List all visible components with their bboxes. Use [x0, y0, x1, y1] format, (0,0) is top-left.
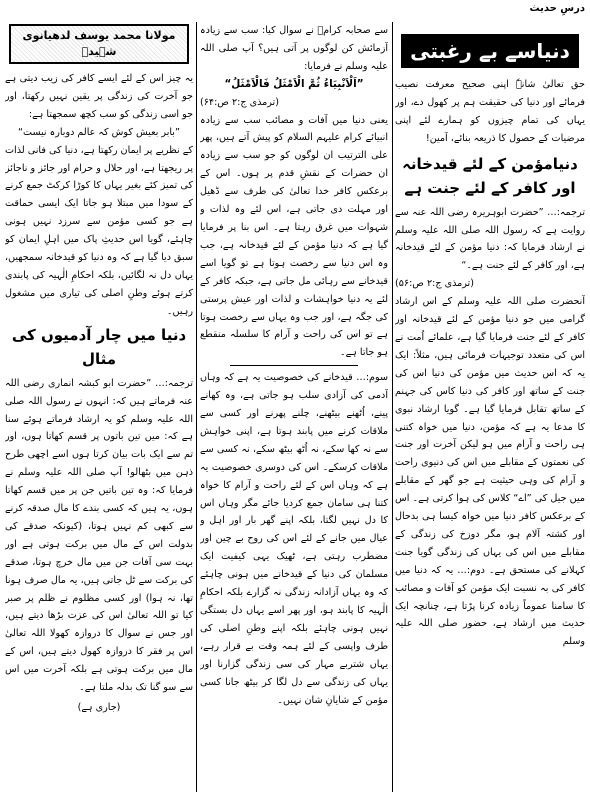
- article-title: دنیاسے بے رغبتی: [401, 34, 579, 68]
- body-paragraph: سے صحابہ کرامؓ نے سوال کیا: سب سے زیادہ آزمائش کن لوگوں پر آتی ہیں؟ آپ صلی اللہ علیہ وسلم نے فرمایا:: [200, 25, 388, 72]
- arabic-reference: (ترمذی ج:۲ ص:۶۴): [200, 96, 279, 108]
- column-middle: [200, 22, 388, 792]
- column-divider: [196, 22, 197, 792]
- hadith-translation: ترجمہ:… ”حضرت ابو کبشہ انماری رضی اللہ عنہ فرماتے ہیں کہ: انہوں نے رسول اللہ صلی اللہ علیہ وسلم کو یہ ارشاد فرماتے ہوئے سنا ہے کہ: میں تین باتوں پر قسم کھاتا ہوں، اور تم سے ایک بات بیان کرتا ہوں اسے اچھی طرح ذہن میں بٹھالو! آپ صلی اللہ علیہ وسلم نے فرمایا کہ: وہ تین باتیں جن پر میں قسم کھاتا ہوں، یہ ہیں کہ کسی بندے کا مال صدقہ کرنے سے کبھی کم نہیں ہوتا، (کیونکہ صدقے کی بدولت اس کے مال میں برکت ہوتی ہے اور بہت سی آفات جن میں مال خرچ ہوتا، صدقے کی برکت سے ٹل جاتی ہیں، یہ مال صرف ہونا تھا، نہ ہوا) اور کسی مظلوم نے ظلم پر صبر کیا تو اللہ تعالیٰ اس کی عزت بڑھا دیتے ہیں، اور جس نے سوال کا دروازہ کھولا اللہ تعالیٰ اس پر فقر کا دروازہ کھول دیتے ہیں، اس کے مال میں برکت ہوتی ہے بلکہ آخرت میں اس سے سو گنا تک بدلہ ملتا ہے۔: [5, 377, 193, 694]
- hadith-translation: ترجمہ:… ”حضرت ابوہریرہ رضی اللہ عنہ سے روایت ہے کہ رسول اللہ صلی اللہ علیہ وسلم نے ارشاد فرمایا کہ: دنیا مؤمن کے لئے قیدخانہ ہے، اور کافر کے لئے جنت ہے۔“: [395, 206, 585, 272]
- hadith-reference: (ترمذی ج:۲ ص:۵۶): [395, 278, 474, 290]
- column-right: [395, 22, 585, 792]
- author-byline: مولانا محمد یوسف لدھیانوی شہیدؒ: [9, 24, 189, 64]
- persian-couplet: ”بابر بعیش کوش کہ عالم دوبارہ نیست“: [18, 126, 180, 138]
- column-left: [5, 22, 193, 792]
- body-paragraph: کے نظریے پر ایمان رکھتا ہے، دنیا کی فانی لذات پر ریجھتا ہے، اور حلال و حرام اور جائز و ناجائز کی تمیز کئے بغیر یہاں کا کوڑا کرکٹ جمع کرنے کے سودا میں مبتلا ہو جاتا ایک ایسی حماقت ہے جو کسی مؤمن سے سرزد نہیں ہونی چاہئے، گویا اس حدیثِ پاک میں اہلِ ایمان کو سبق دیا گیا ہے کہ وہ دنیا کو قیدخانہ سمجھیں، یہاں دل نہ لگائیں، بلکہ احکامِ الٰہیہ کی پابندی کرتے ہوئے وطنِ اصلی کی تیاری میں مشغول رہیں۔: [5, 144, 193, 317]
- continued-label: (جاری ہے): [77, 702, 121, 713]
- section-heading: دنیامؤمن کے لئے قیدخانہ اور کافر کے لئے جنت ہے: [402, 154, 578, 197]
- divider: [230, 365, 358, 366]
- column-divider: [392, 22, 393, 792]
- section-heading: دنیا میں چار آدمیوں کی مثال: [11, 325, 187, 368]
- body-paragraph: آنحضرت صلی اللہ علیہ وسلم کے اس ارشاد گرامی میں جو دنیا مؤمن کے لئے قیدخانہ اور کافر کے لئے جنت فرمایا گیا ہے، علمائے اُمت نے اس کی متعدد توجیہات فرمائی ہیں، مثلاً: ایک یہ کہ اس حدیث میں مؤمن کی دنیا اس کی جنت کے ساتھ اور کافر کی دنیا کاس کی جہنم کے ساتھ تقابل فرمایا گیا ہے۔ گویا ارشاد نبوی کا مدعا یہ ہے کہ مؤمن، دنیا میں خواہ کتنی ہی راحت و آرام میں ہو لیکن آخرت اور جنت کی نعمتوں کے مقابلے میں اس کی دنیوی راحت و آرام کی وہی حیثیت ہے جو گھر کے مقابلے میں جیل کی ”اے“ کلاس کی ہوا کرتی ہے۔ اس کے برعکس کافر دنیا میں خواہ کیسا ہی بدحال اور کشتہ آلام ہو، مگر دوزخ کی زندگی کے مقابلے میں اس کی یہاں کی زندگی گویا جنت کہلانے کی مستحق ہے۔ دوم:… یہ کہ دنیا میں کافر کی بہ نسبت ایک مؤمن کو آفات و مصائب کا سامنا عموماً زیادہ کرنا پڑتا ہے، چنانچہ ایک حدیث میں ارشاد ہے، حضور صلی اللہ علیہ وسلم: [395, 296, 585, 648]
- arabic-quote: ”اَلْاَنْبِیَاءُ ثُمَّ الْاَمْثَلُ فَالْاَمْثَلُ“: [224, 77, 364, 90]
- body-paragraph: سوم:… قیدخانے کی خصوصیت یہ ہے کہ وہاں آدمی کی آزادی سلب ہو جاتی ہے، وہ کھانے پینے، اُٹھنے بیٹھنے، چلنے پھرنے اور کسی سے ملاقات کرنے میں پابند ہوتا ہے، اپنی خواہش سے نہ کھا سکے، نہ اُٹھ بیٹھ سکے، نہ کسی سے ملاقات کرسکے۔ اس کی دوسری خصوصیت یہ ہے کہ وہاں اس کے لئے راحت و آرام کا خواہ کتنا ہی سامان جمع کردیا جائے مگر وہاں اس کا دل نہیں لگتا، بلکہ اپنے گھر بار اور اہل و عیال میں جانے کے لئے اس کی روح بے چین اور مضطرب رہتی ہے، ٹھیک یہی کیفیت ایک مسلمان کی دنیا کے قیدخانے میں ہونی چاہئے کہ وہ یہاں آزادانہ زندگی نہ گزارے بلکہ احکامِ الٰہیہ کا پابند ہو، اور پھر اسے یہاں دل بستگی نہیں ہونی چاہئے بلکہ اپنے وطنِ اصلی کی طرف واپسی کے لئے ہمہ وقت بے قرار رہے، یہاں شتربے مہار کی سی زندگی گزارنا اور یہاں کی زندگی سے دل لگا کر بیٹھ جانا کسی مؤمن کے شایانِ شان نہیں۔: [200, 372, 388, 706]
- running-head: درسِ حدیث: [529, 3, 585, 14]
- intro-paragraph: حق تعالیٰ شانہٗ اپنی صحیح معرفت نصیب فرمائے اور دنیا کی حقیقت ہم پر کھول دے، اور یہاں کی تمام چیزوں کو ہمارے لئے اپنی مرضیات کے حصول کا ذریعہ بنائے، آمین!: [395, 79, 585, 144]
- body-paragraph: یہ چیز اس کے لئے ایسے کافر کی زیب دیتی ہے جو آخرت کی زندگی پر یقین نہیں رکھتا، اور جو اسی زندگی کو سب کچھ سمجھتا ہے:: [5, 73, 193, 120]
- body-paragraph: یعنی دنیا میں آفات و مصائب سب سے زیادہ انبیائے کرام علیہم السلام کو پیش آتے ہیں، پھر علی الترتیب ان لوگوں کو جو سب سے زیادہ ان حضرات کے نقشِ قدم پر ہوں۔ اس کے برعکس کافر خدا تعالیٰ کی طرف سے ڈھیل اور مہلت دی جاتی ہے، اس لئے وہ لذات و شہوات میں غرق رہتا ہے۔ اس بنا پر فرمایا گیا ہے کہ دنیا مؤمن کے لئے قیدخانہ ہے، جب وہ اس دنیا سے رخصت ہوتا ہے تو گویا اسے قیدخانے سے رہائی مل جاتی ہے، جبکہ کافر کے لئے یہ دنیا خواہشات و لذات اور عیش پرستی کی جگہ ہے، اور جب وہ یہاں سے رخصت ہوتا ہے تو اس کی راحت و آرام کا سلسلہ منقطع ہو جاتا ہے۔: [200, 114, 388, 359]
